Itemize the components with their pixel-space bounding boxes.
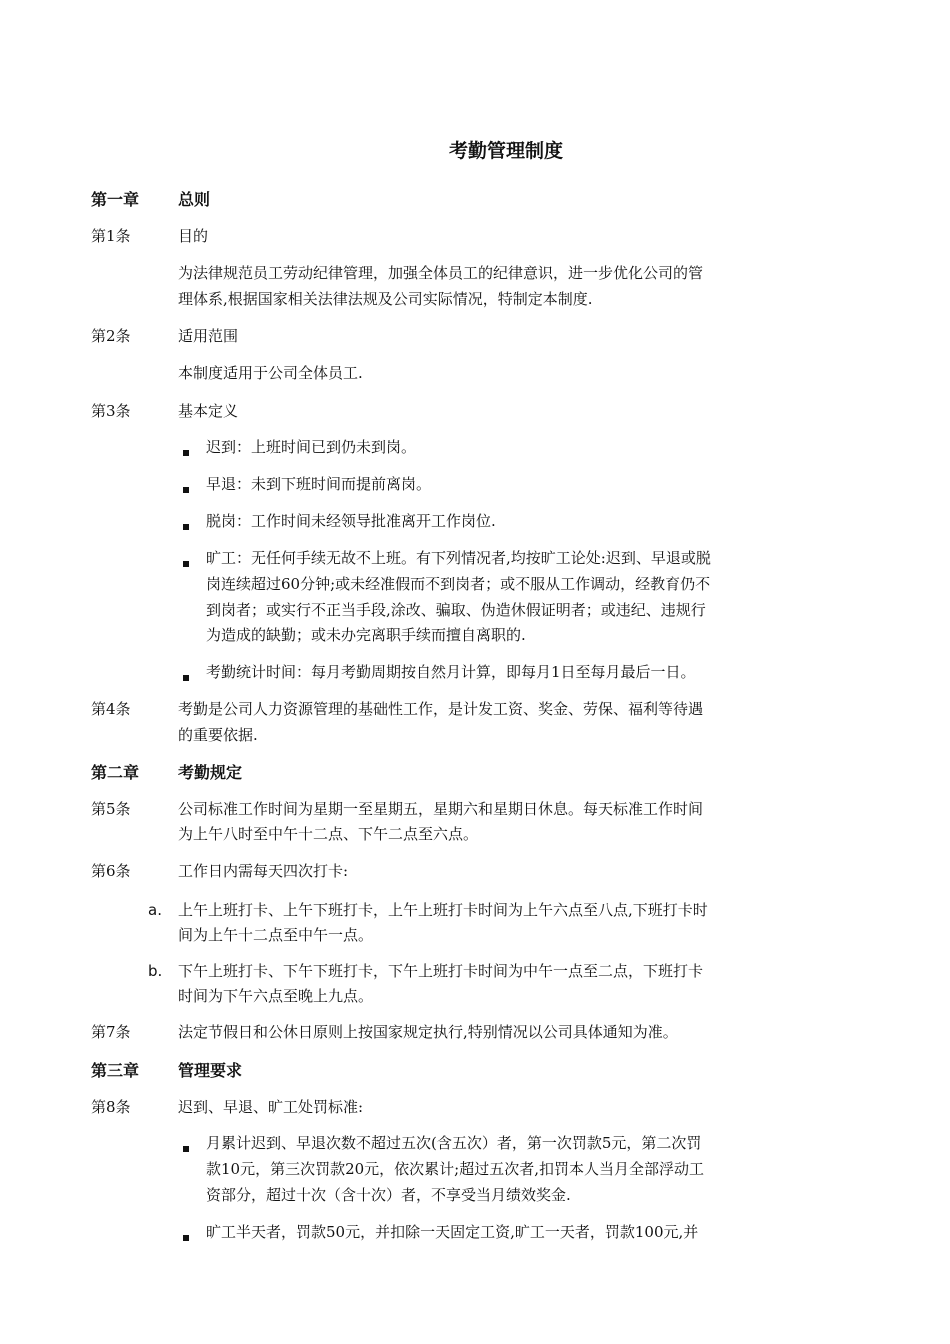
list-marker-b: b. — [148, 962, 163, 980]
chapter-1-title: 总则 — [178, 190, 211, 209]
article-7-label: 第7条 — [91, 1023, 131, 1041]
article-6-body-line: 工作日内需每天四次打卡: — [178, 862, 349, 880]
chapter-2-title: 考勤规定 — [178, 763, 243, 782]
definition-item-line: 脱岗：工作时间未经领导批准离开工作岗位. — [206, 512, 496, 530]
definition-item-line: 为造成的缺勤；或未办完离职手续而擅自离职的. — [206, 626, 526, 644]
bullet-icon — [183, 524, 189, 530]
punch-item-line: 间为上午十二点至中午一点。 — [178, 926, 374, 944]
penalty-item-line: 旷工半天者，罚款50元，并扣除一天固定工资,旷工一天者，罚款100元,并 — [206, 1223, 699, 1241]
chapter-3-title: 管理要求 — [178, 1061, 243, 1080]
article-2-title: 适用范围 — [178, 327, 239, 345]
article-4-label: 第4条 — [91, 700, 131, 718]
article-1-title: 目的 — [178, 227, 209, 245]
article-5-body-line: 公司标准工作时间为星期一至星期五，星期六和星期日休息。每天标准工作时间 — [178, 800, 704, 818]
article-2-label: 第2条 — [91, 327, 131, 345]
bullet-icon — [183, 561, 189, 567]
penalty-item-line: 月累计迟到、早退次数不超过五次(含五次）者，第一次罚款5元，第二次罚 — [206, 1134, 702, 1152]
bullet-icon — [183, 487, 189, 493]
article-3-title: 基本定义 — [178, 402, 239, 420]
article-5-body-line: 为上午八时至中午十二点、下午二点至六点。 — [178, 825, 479, 843]
penalty-item-line: 资部分，超过十次（含十次）者，不享受当月绩效奖金. — [206, 1186, 571, 1204]
chapter-2-label: 第二章 — [91, 763, 140, 782]
article-7-body-line: 法定节假日和公休日原则上按国家规定执行,特别情况以公司具体通知为准。 — [178, 1023, 678, 1041]
article-8-label: 第8条 — [91, 1098, 131, 1116]
article-1-label: 第1条 — [91, 227, 131, 245]
chapter-3-label: 第三章 — [91, 1061, 140, 1080]
article-1-body-line: 理体系,根据国家相关法律法规及公司实际情况，特制定本制度. — [178, 290, 593, 308]
penalty-item-line: 款10元，第三次罚款20元，依次累计;超过五次者,扣罚本人当月全部浮动工 — [206, 1160, 704, 1178]
article-5-label: 第5条 — [91, 800, 131, 818]
definition-item-line: 迟到：上班时间已到仍未到岗。 — [206, 438, 417, 456]
definition-item-line: 到岗者；或实行不正当手段,涂改、骗取、伪造休假证明者；或违纪、违规行 — [206, 601, 706, 619]
punch-item-line: 上午上班打卡、上午下班打卡，上午上班打卡时间为上午六点至八点,下班打卡时 — [178, 901, 708, 919]
article-4-body-line: 的重要依据. — [178, 726, 258, 744]
document-title: 考勤管理制度 — [448, 140, 563, 162]
bullet-icon — [183, 675, 189, 681]
punch-item-line: 时间为下午六点至晚上九点。 — [178, 987, 374, 1005]
definition-item-line: 早退：未到下班时间而提前离岗。 — [206, 475, 432, 493]
definition-item-line: 岗连续超过60分钟;或未经准假而不到岗者；或不服从工作调动，经教育仍不 — [206, 575, 711, 593]
chapter-1-label: 第一章 — [91, 190, 140, 209]
definition-item-line: 旷工：无任何手续无故不上班。有下列情况者,均按旷工论处:迟到、早退或脱 — [206, 549, 711, 567]
article-2-body-line: 本制度适用于公司全体员工. — [178, 364, 363, 382]
article-8-body-line: 迟到、早退、旷工处罚标准: — [178, 1098, 364, 1116]
article-3-label: 第3条 — [91, 402, 131, 420]
punch-item-line: 下午上班打卡、下午下班打卡，下午上班打卡时间为中午一点至二点，下班打卡 — [178, 962, 704, 980]
bullet-icon — [183, 1235, 189, 1241]
bullet-icon — [183, 450, 189, 456]
bullet-icon — [183, 1146, 189, 1152]
article-4-body-line: 考勤是公司人力资源管理的基础性工作，是计发工资、奖金、劳保、福利等待遇 — [178, 700, 704, 718]
definition-item-line: 考勤统计时间：每月考勤周期按自然月计算，即每月1日至每月最后一日。 — [206, 663, 696, 681]
article-1-body-line: 为法律规范员工劳动纪律管理，加强全体员工的纪律意识，进一步优化公司的管 — [178, 264, 704, 282]
list-marker-a: a. — [148, 901, 162, 919]
article-6-label: 第6条 — [91, 862, 131, 880]
